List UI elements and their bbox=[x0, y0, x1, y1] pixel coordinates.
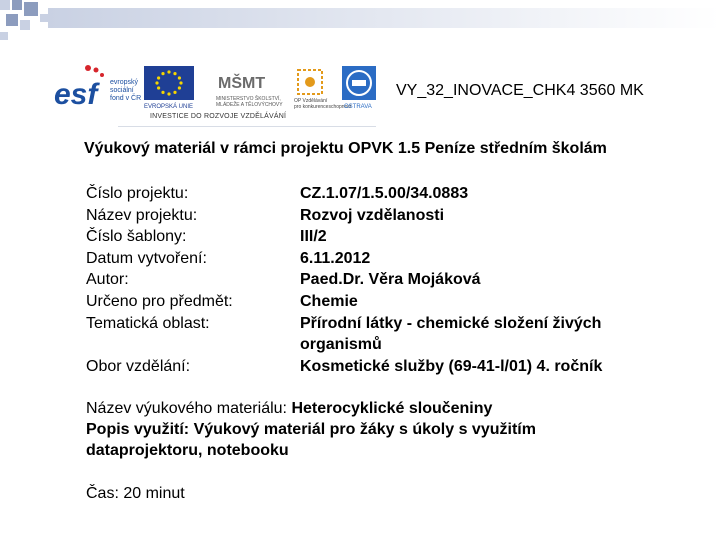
svg-text:MINISTERSTVO ŠKOLSTVÍ,: MINISTERSTVO ŠKOLSTVÍ, bbox=[216, 96, 281, 102]
logo-tagline: INVESTICE DO ROZVOJE VZDĚLÁVÁNÍ bbox=[150, 113, 287, 120]
subtitle: Výukový materiál v rámci projektu OPVK 1.5 Peníze středním školám bbox=[84, 140, 607, 157]
svg-text:MLÁDEŽE A TĚLOVÝCHOVY: MLÁDEŽE A TĚLOVÝCHOVY bbox=[216, 102, 283, 108]
material-description bbox=[86, 398, 536, 461]
field-label: Číslo šablony: bbox=[86, 228, 187, 246]
field-label: Číslo projektu: bbox=[86, 185, 189, 202]
material-value: Heterocyklické sloučeniny bbox=[291, 400, 493, 417]
svg-text:EVROPSKÁ UNIE: EVROPSKÁ UNIE bbox=[144, 104, 194, 110]
svg-text:fond v ČR: fond v ČR bbox=[110, 95, 142, 102]
material-name-line bbox=[86, 398, 536, 419]
msmt-logo bbox=[216, 73, 283, 108]
field-row bbox=[86, 269, 650, 291]
field-value: 6.11.2012 bbox=[300, 249, 371, 267]
svg-text:OP Vzdělávání: OP Vzdělávání bbox=[294, 98, 328, 104]
field-value-line: Přírodní látky - chemické složení živých bbox=[300, 314, 602, 332]
field-row bbox=[86, 313, 650, 356]
usage-label: Popis využití: bbox=[86, 421, 190, 438]
field-label: Určeno pro předmět: bbox=[86, 292, 233, 310]
field-row bbox=[86, 291, 650, 313]
usage-value: Výukový materiál pro žáky s úkoly s využitím bbox=[193, 421, 536, 438]
field-value bbox=[300, 313, 650, 356]
logo-divider bbox=[118, 126, 376, 127]
field-label: Autor: bbox=[86, 271, 129, 289]
field-value: CZ.1.07/1.5.00/34.0883 bbox=[300, 185, 469, 202]
time-value: 20 minut bbox=[123, 485, 185, 502]
field-label: Datum vytvoření: bbox=[86, 249, 207, 267]
field-row bbox=[86, 356, 650, 378]
field-value: Chemie bbox=[300, 292, 358, 310]
esf-logo bbox=[52, 62, 141, 112]
ostrava-logo bbox=[342, 66, 376, 110]
svg-text:MŠMT: MŠMT bbox=[218, 75, 266, 92]
field-value-line: organismů bbox=[300, 336, 382, 354]
svg-text:OSTRAVA: OSTRAVA bbox=[344, 104, 372, 110]
svg-text:evropský: evropský bbox=[110, 79, 139, 86]
field-value: Paed.Dr. Věra Mojáková bbox=[300, 271, 481, 289]
field-value: Kosmetické služby (69-41-l/01) 4. ročník bbox=[300, 357, 603, 375]
svg-text:esf: esf bbox=[54, 78, 98, 111]
field-value: Rozvoj vzdělanosti bbox=[300, 206, 445, 224]
field-row bbox=[86, 183, 650, 205]
material-label: Název výukového materiálu: bbox=[86, 400, 287, 417]
svg-text:pro konkurenceschopnost: pro konkurenceschopnost bbox=[294, 104, 352, 110]
field-row bbox=[86, 248, 650, 270]
lesson-time bbox=[86, 485, 185, 503]
project-fields bbox=[86, 183, 650, 377]
field-label: Tematická oblast: bbox=[86, 314, 210, 332]
field-value: III/2 bbox=[300, 228, 327, 246]
usage-line-2: dataprojektoru, notebooku bbox=[86, 442, 289, 459]
eu-flag-logo bbox=[144, 66, 194, 110]
field-label: Název projektu: bbox=[86, 206, 198, 224]
usage-line bbox=[86, 419, 536, 440]
field-row bbox=[86, 205, 650, 227]
svg-text:sociální: sociální bbox=[110, 87, 134, 94]
field-row bbox=[86, 226, 650, 248]
field-label: Obor vzdělání: bbox=[86, 357, 191, 375]
corner-decoration bbox=[0, 0, 720, 50]
document-code: VY_32_INOVACE_CHK4 3560 MK bbox=[396, 82, 644, 99]
time-label: Čas: bbox=[86, 485, 119, 502]
